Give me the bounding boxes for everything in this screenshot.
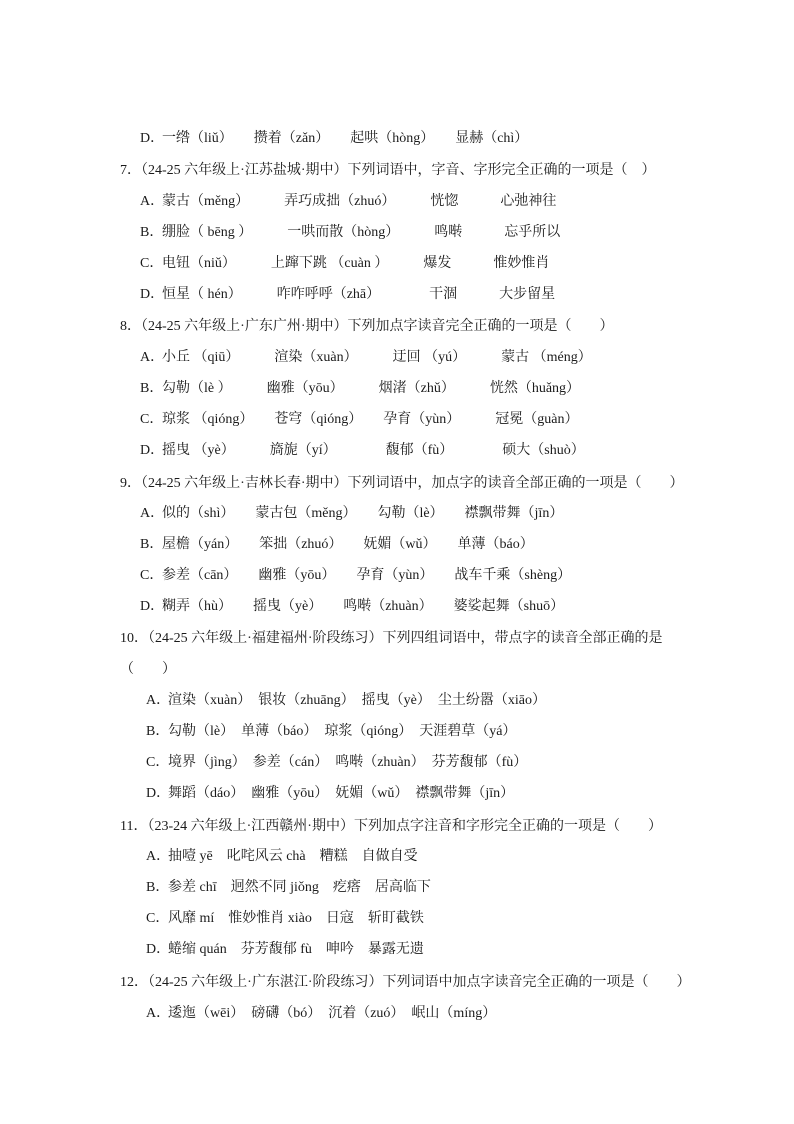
q11-stem: 11．（23-24 六年级上·江西赣州·期中）下列加点字注音和字形完全正确的一项是（ ） xyxy=(120,819,662,834)
option-letter: A． xyxy=(140,194,165,209)
option-letter: A． xyxy=(140,506,165,521)
option-letter: D． xyxy=(146,786,171,801)
q8-option-c xyxy=(140,411,579,429)
q8-stem: 8．（24-25 六年级上·广东广州·期中）下列加点字读音完全正确的一项是（ ） xyxy=(120,319,614,334)
option-text: 渲染（xuàn） 银妆（zhuāng） 摇曳（yè） 尘土纷嚣（xiāo） xyxy=(168,693,546,708)
q11-option-d xyxy=(146,941,424,959)
q10-option-c xyxy=(146,754,527,772)
option-letter: B． xyxy=(140,381,164,396)
q10-option-d xyxy=(146,785,514,803)
option-letter: D． xyxy=(140,599,165,614)
option-letter: A． xyxy=(146,693,171,708)
q7-option-d xyxy=(140,286,555,304)
q7-option-a xyxy=(140,193,556,211)
option-text: 恒星（ hén） 咋咋呼呼（zhā） 干涸 大步留星 xyxy=(162,287,556,302)
option-text: 舞蹈（dáo） 幽雅（yōu） 妩媚（wǔ） 襟飘带舞（jīn） xyxy=(168,786,515,801)
option-letter: D． xyxy=(140,131,165,146)
q9-stem: 9．（24-25 六年级上·吉林长春·期中）下列词语中，加点字的读音全部正确的一项是（ ） xyxy=(120,476,684,491)
option-text: 一绺（liǔ） 攒着（zǎn） 起哄（hòng） 显赫（chì） xyxy=(162,131,529,146)
option-text: 勾勒（lè ） 幽雅（yōu） 烟渚（zhǔ） 恍然（huǎng） xyxy=(162,381,581,396)
option-text: 屋檐（yán） 笨拙（zhuó） 妩媚（wǔ） 单薄（báo） xyxy=(162,537,534,552)
option-text: 风靡 mí 惟妙惟肖 xiào 日寇 斩盯截铁 xyxy=(168,911,424,926)
option-text: 似的（shì） 蒙古包（měng） 勾勒（lè） 襟飘带舞（jīn） xyxy=(162,506,564,521)
q8-option-b xyxy=(140,380,580,398)
q10-option-b xyxy=(146,723,516,741)
option-text: 勾勒（lè） 单薄（báo） 琼浆（qióng） 天涯碧草（yá） xyxy=(168,724,517,739)
q7-option-c xyxy=(140,255,549,273)
q10-option-a xyxy=(146,692,546,710)
option-text: 琼浆 （qióng） 苍穹（qióng） 孕育（yùn） 冠冕（guàn） xyxy=(162,412,579,427)
option-letter: B． xyxy=(140,225,164,240)
q10-stem: 10．（24-25 六年级上·福建福州·阶段练习）下列四组词语中，带点字的读音全部正确的是 xyxy=(120,631,663,646)
option-text: 境界（jìng） 参差（cán） 鸣啭（zhuàn） 芬芳馥郁（fù） xyxy=(168,755,528,770)
option-letter: B． xyxy=(146,880,170,895)
option-text: 参差 chī 迥然不同 jiǒng 疙瘩 居高临下 xyxy=(168,880,431,895)
option-letter: C． xyxy=(146,755,170,770)
option-letter: C． xyxy=(140,412,164,427)
option-letter: D． xyxy=(140,443,165,458)
option-text: 蒙古（měng） 弄巧成拙（zhuó） 恍惚 心弛神往 xyxy=(162,194,557,209)
q12-option-a xyxy=(146,1005,496,1023)
option-letter: C． xyxy=(146,911,170,926)
option-text: 电钮（niǔ） 上蹿下跳 （cuàn ） 爆发 惟妙惟肖 xyxy=(162,256,550,271)
q9-option-c xyxy=(140,567,571,585)
q11-option-b xyxy=(146,879,431,897)
option-text: 抽噎 yē 叱咤风云 chà 糟糕 自做自受 xyxy=(168,849,418,864)
q9-option-a xyxy=(140,505,563,523)
option-text: 小丘 （qiū） 渲染（xuàn） 迂回 （yú） 蒙古 （méng） xyxy=(162,350,592,365)
option-letter: C． xyxy=(140,256,164,271)
q11-option-a xyxy=(146,848,418,866)
q6-option-d xyxy=(140,130,528,148)
option-text: 糊弄（hù） 摇曳（yè） 鸣啭（zhuàn） 婆娑起舞（shuō） xyxy=(162,599,565,614)
q12-stem: 12．（24-25 六年级上·广东湛江·阶段练习）下列词语中加点字读音完全正确的一项是（ ） xyxy=(120,975,691,990)
option-letter: C． xyxy=(140,568,164,583)
q8-option-a xyxy=(140,349,592,367)
q8-option-d xyxy=(140,442,585,460)
option-text: 绷脸（ bēng ） 一哄而散（hòng） 鸣啭 忘乎所以 xyxy=(162,225,561,240)
option-letter: B． xyxy=(146,724,170,739)
q10-stem-paren: （ ） xyxy=(120,662,176,677)
option-letter: B． xyxy=(140,537,164,552)
q7-stem: 7．（24-25 六年级上·江苏盐城·期中）下列词语中，字音、字形完全正确的一项是（ ） xyxy=(120,163,656,178)
option-letter: A． xyxy=(146,849,171,864)
option-text: 逶迤（wēi） 磅礴（bó） 沉着（zuó） 岷山（míng） xyxy=(168,1006,497,1021)
option-letter: A． xyxy=(140,350,165,365)
option-letter: D． xyxy=(146,942,171,957)
option-text: 摇曳 （yè） 旖旎（yí） 馥郁（fù） 硕大（shuò） xyxy=(162,443,585,458)
option-letter: D． xyxy=(140,287,165,302)
q9-option-d xyxy=(140,598,564,616)
option-letter: A． xyxy=(146,1006,171,1021)
option-text: 参差（cān） 幽雅（yōu） 孕育（yùn） 战车千乘（shèng） xyxy=(162,568,572,583)
q11-option-c xyxy=(146,910,424,928)
option-text: 蜷缩 quán 芬芳馥郁 fù 呻吟 暴露无遗 xyxy=(168,942,424,957)
q7-option-b xyxy=(140,224,560,242)
q9-option-b xyxy=(140,536,534,554)
